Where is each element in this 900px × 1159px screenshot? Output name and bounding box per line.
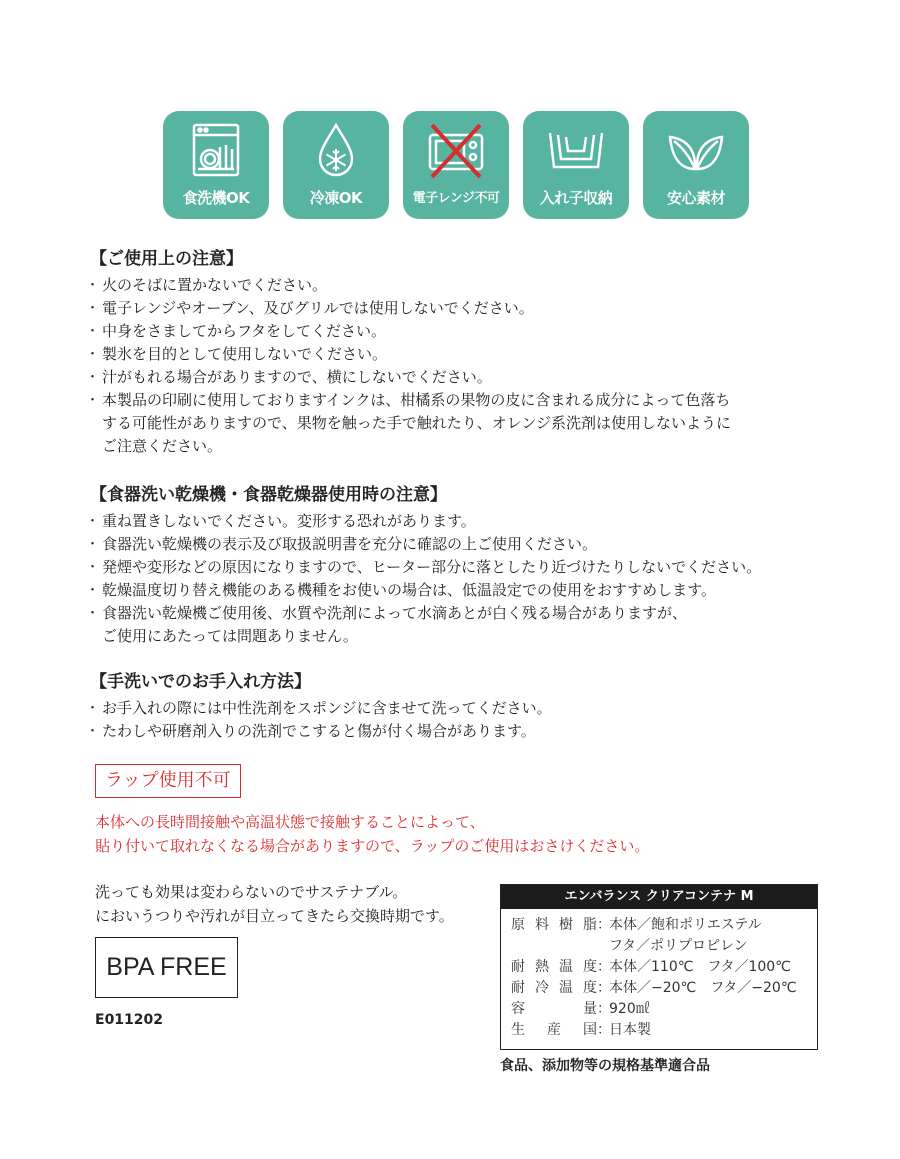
list-item: ・ お手入れの際には中性洗剤をスポンジに含ませて洗ってください。 [90, 697, 870, 720]
spec-value: 日本製 [609, 1022, 651, 1038]
spec-key: 原料樹脂 [511, 917, 597, 933]
list-item: ・ 乾燥温度切り替え機能のある機種をお使いの場合は、低温設定での使用をおすすめします。 [90, 579, 870, 602]
safe-material-badge [643, 111, 749, 219]
spec-table-title: エンバランス クリアコンテナ M [501, 885, 817, 909]
spec-row: 耐冷温度 ： 本体／−20℃ フタ／−20℃ [511, 978, 807, 999]
freezer-ok-badge [283, 111, 389, 219]
spec-row: 容量 ： 920㎖ [511, 999, 807, 1020]
list-item: ・ 本製品の印刷に使用しておりますインクは、柑橘系の果物の皮に含まれる成分によって色落ち する可能性がありますので、果物を触った手で触れたり、オレンジ系洗剤は使用しないように ご注意ください。 [90, 389, 870, 458]
dishwasher-icon [186, 121, 246, 181]
spec-key: 生産国 [511, 1022, 597, 1038]
warning-line: 本体への長時間接触や高温状態で接触することによって、 [95, 813, 485, 831]
spec-row: 原料樹脂 ： 本体／飽和ポリエステル [511, 915, 807, 936]
sustainability-text [95, 880, 454, 928]
handwash-notes-list [90, 697, 870, 743]
spec-row [511, 936, 807, 957]
usage-notes-list [90, 274, 870, 458]
list-item: ・ 電子レンジやオーブン、及びグリルでは使用しないでください。 [90, 297, 870, 320]
bpa-free-badge: BPA FREE [95, 937, 238, 998]
list-item: ・ 火のそばに置かないでください。 [90, 274, 870, 297]
dishwasher-notes-list [90, 510, 870, 648]
list-item: ・ 製氷を目的として使用しないでください。 [90, 343, 870, 366]
list-item: ・ 汁がもれる場合がありますので、横にしないでください。 [90, 366, 870, 389]
icon-label: 電子レンジ不可 [412, 191, 500, 206]
spec-value: 920㎖ [609, 1001, 650, 1017]
sustainability-line: 洗っても効果は変わらないのでサステナブル。 [95, 883, 408, 901]
microwave-crossed-icon [426, 121, 486, 181]
spec-value: 本体／飽和ポリエステル [609, 917, 762, 933]
spec-row: 生産国 ： 日本製 [511, 1020, 807, 1041]
spec-key: 容量 [511, 1001, 597, 1017]
list-item: ・ 食器洗い乾燥機ご使用後、水質や洗剤によって水滴あとが白く残る場合がありますが、 ご使用にあたっては問題ありません。 [90, 602, 870, 648]
microwave-not-allowed-badge [403, 111, 509, 219]
spec-value: 本体／110℃ フタ／100℃ [609, 959, 791, 975]
spec-value: フタ／ポリプロピレン [609, 938, 748, 954]
wrap-not-allowed-label: ラップ使用不可 [95, 764, 241, 798]
nesting-storage-badge [523, 111, 629, 219]
product-code: E011202 [95, 1012, 164, 1028]
list-item: ・ 中身をさましてからフタをしてください。 [90, 320, 870, 343]
dishwasher-notes-title: 【食器洗い乾燥機・食器乾燥器使用時の注意】 [90, 485, 447, 505]
usage-notes-title: 【ご使用上の注意】 [90, 249, 243, 269]
spec-value: 本体／−20℃ フタ／−20℃ [609, 980, 797, 996]
wrap-warning-text [95, 810, 875, 858]
list-item: ・ 発煙や変形などの原因になりますので、ヒーター部分に落としたり近づけたりしないでください。 [90, 556, 870, 579]
nesting-icon [546, 121, 606, 181]
feature-icons [163, 111, 763, 219]
spec-row: 耐熱温度 ： 本体／110℃ フタ／100℃ [511, 957, 807, 978]
handwash-notes-title: 【手洗いでのお手入れ方法】 [90, 672, 311, 692]
icon-label: 食洗機OK [182, 189, 250, 207]
dishwasher-ok-badge [163, 111, 269, 219]
list-item: ・ 食器洗い乾燥機の表示及び取扱説明書を充分に確認の上ご使用ください。 [90, 533, 870, 556]
spec-compliance-note: 食品、添加物等の規格基準適合品 [500, 1058, 710, 1074]
freeze-drop-icon [306, 121, 366, 181]
spec-table [500, 884, 818, 1050]
sustainability-line: においうつりや汚れが目立ってきたら交換時期です。 [95, 907, 454, 925]
leaves-icon [666, 121, 726, 181]
icon-label: 冷凍OK [309, 189, 363, 207]
icon-label: 入れ子収納 [539, 189, 613, 207]
warning-line: 貼り付いて取れなくなる場合がありますので、ラップのご使用はおさけください。 [95, 837, 650, 855]
spec-key: 耐熱温度 [511, 959, 597, 975]
list-item: ・ たわしや研磨剤入りの洗剤でこすると傷が付く場合があります。 [90, 720, 870, 743]
list-item: ・ 重ね置きしないでください。変形する恐れがあります。 [90, 510, 870, 533]
icon-label: 安心素材 [666, 189, 725, 207]
spec-key: 耐冷温度 [511, 980, 597, 996]
